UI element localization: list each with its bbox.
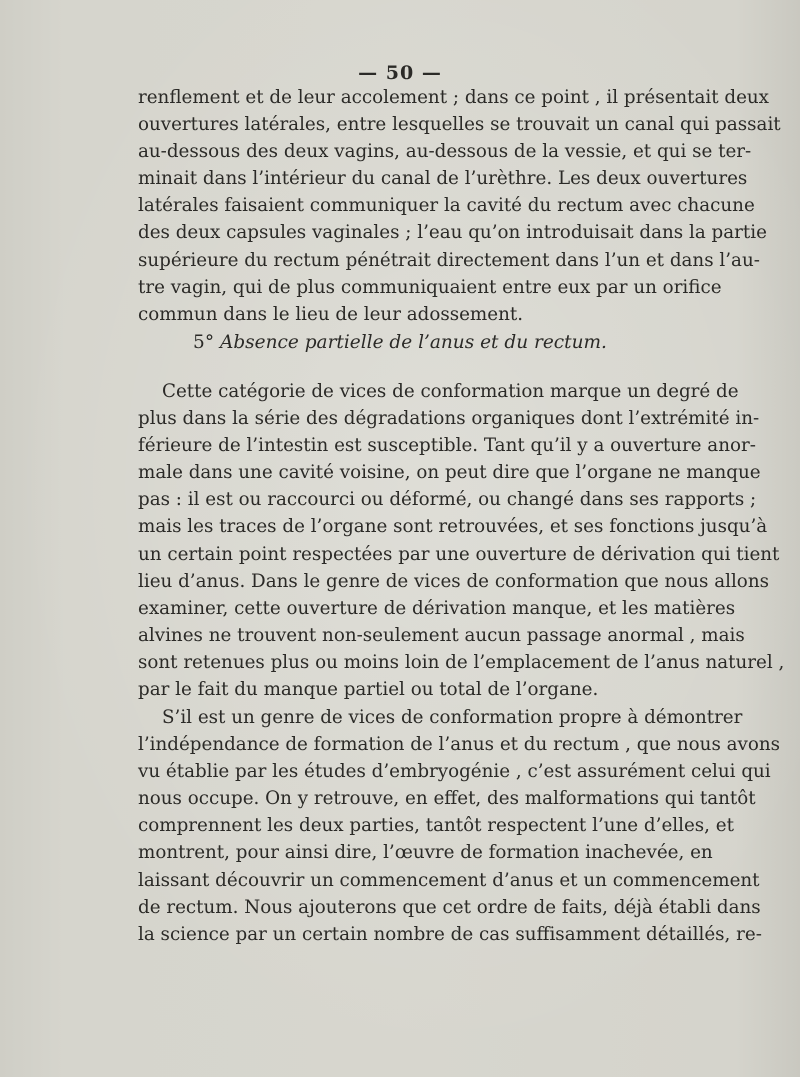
text-line: lieu d’anus. Dans le genre de vices de conformation que nous allons bbox=[138, 570, 769, 592]
text-line: férieure de l’intestin est susceptible. Tant qu’il y a ouverture anor- bbox=[138, 435, 756, 457]
text-line: S’il est un genre de vices de conformation propre à démontrer bbox=[162, 707, 743, 728]
page-number: — 50 — bbox=[358, 62, 442, 84]
text-line: comprennent les deux parties, tantôt respectent l’une d’elles, et bbox=[138, 815, 734, 837]
text-line: l’indépendance de formation de l’anus et du rectum , que nous avons bbox=[138, 734, 781, 756]
text-line: latérales faisaient communiquer la cavité du rectum avec chacune bbox=[138, 195, 755, 217]
text-line: la science par un certain nombre de cas suffisamment détaillés, re- bbox=[138, 923, 762, 945]
text-line: minait dans l’intérieur du canal de l’urèthre. Les deux ouvertures bbox=[138, 168, 748, 190]
text-line: mais les traces de l’organe sont retrouvées, et ses fonctions jusqu’à bbox=[138, 516, 768, 538]
text-line: male dans une cavité voisine, on peut dire que l’organe ne manque bbox=[138, 462, 761, 484]
paragraph-2 bbox=[138, 378, 785, 703]
paragraph-3 bbox=[138, 704, 781, 948]
text-line: de rectum. Nous ajouterons que cet ordre de faits, déjà établi dans bbox=[138, 896, 761, 918]
paragraph-1 bbox=[138, 84, 781, 328]
text-line: vu établie par les études d’embryogénie , c’est assurément celui qui bbox=[138, 761, 771, 783]
text-line: sont retenues plus ou moins loin de l’emplacement de l’anus naturel , bbox=[138, 651, 785, 673]
text-line: Cette catégorie de vices de conformation marque un degré de bbox=[162, 381, 739, 402]
text-line: supérieure du rectum pénétrait directement dans l’un et dans l’au- bbox=[138, 249, 760, 271]
text-line: au-dessous des deux vagins, au-dessous de la vessie, et qui se ter- bbox=[138, 141, 752, 163]
text-line: tre vagin, qui de plus communiquaient entre eux par un orifice bbox=[138, 276, 722, 298]
text-line: commun dans le lieu de leur adossement. bbox=[138, 303, 524, 325]
text-line: par le fait du manque partiel ou total de l’organe. bbox=[138, 679, 599, 701]
text-line: nous occupe. On y retrouve, en effet, des malformations qui tantôt bbox=[138, 788, 756, 810]
text-line: renflement et de leur accolement ; dans ce point , il présentait deux bbox=[138, 87, 769, 108]
text-line: plus dans la série des dégradations organiques dont l’extrémité in- bbox=[138, 408, 760, 430]
text-line: un certain point respectées par une ouverture de dérivation qui tient bbox=[138, 543, 780, 565]
text-line: pas : il est ou raccourci ou déformé, ou changé dans ses rapports ; bbox=[138, 489, 757, 511]
text-line: ouvertures latérales, entre lesquelles se trouvait un canal qui passait bbox=[138, 114, 781, 136]
section-number: 5° bbox=[193, 332, 215, 353]
section-heading bbox=[0, 332, 800, 353]
section-title: Absence partielle de l’anus et du rectum. bbox=[219, 332, 607, 353]
text-line: examiner, cette ouverture de dérivation manque, et les matières bbox=[138, 597, 736, 619]
text-line: montrent, pour ainsi dire, l’œuvre de formation inachevée, en bbox=[138, 842, 713, 864]
text-line: alvines ne trouvent non-seulement aucun passage anormal , mais bbox=[138, 624, 745, 646]
text-line: des deux capsules vaginales ; l’eau qu’on introduisait dans la partie bbox=[138, 222, 767, 244]
text-line: laissant découvrir un commencement d’anus et un commencement bbox=[138, 869, 760, 891]
